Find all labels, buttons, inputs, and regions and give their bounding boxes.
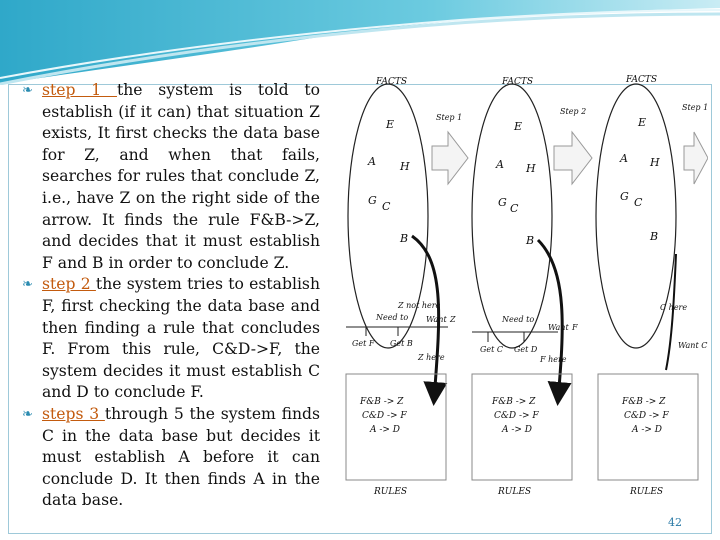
- fact-c: C: [510, 202, 519, 215]
- want-target: Z: [450, 315, 456, 324]
- fact-h: H: [400, 160, 410, 173]
- rules-label: RULES: [630, 487, 664, 497]
- want-label: Want: [548, 323, 569, 332]
- get-b: Get B: [390, 339, 413, 348]
- bullet-steps-3-5: [22, 404, 320, 512]
- rules-label: RULES: [374, 487, 408, 497]
- bullet-step-2: [22, 274, 320, 404]
- step-2-lead: step 2: [42, 275, 96, 294]
- facts-label: FACTS: [626, 75, 658, 85]
- rule-2: C&D -> F: [362, 411, 407, 421]
- c-here: C here: [660, 303, 688, 312]
- steps-3-text: through 5 the system finds C in the data base but decides it must establish A before it can conclude D. It then finds A in the data base.: [42, 404, 320, 510]
- fact-a: A: [620, 152, 628, 165]
- fact-h: H: [650, 156, 660, 169]
- panel-1: [346, 77, 468, 497]
- fact-e: E: [514, 120, 523, 133]
- text-column: [22, 80, 320, 512]
- fact-h: H: [526, 162, 536, 175]
- page-number: 42: [668, 516, 682, 529]
- bullet-step-1: [22, 80, 320, 274]
- fact-b: B: [400, 232, 409, 245]
- want-c: Want C: [678, 341, 708, 350]
- steps-3-lead: steps 3: [42, 404, 105, 423]
- need-to-label: Need to: [376, 313, 409, 322]
- get-c: Get C: [480, 345, 504, 354]
- flow-arrow-icon: [684, 132, 708, 184]
- fact-e: E: [638, 116, 647, 129]
- step-label: Step 1: [436, 113, 463, 122]
- rule-3: A -> D: [370, 425, 401, 435]
- fact-g: G: [498, 196, 507, 209]
- z-not-here: Z not here: [398, 301, 441, 310]
- fact-c: C: [382, 200, 391, 213]
- facts-ellipse: [472, 84, 552, 348]
- bullet-arrow-icon: ❧: [22, 83, 33, 98]
- chain-arrow: [666, 254, 676, 370]
- panel-3: [596, 75, 708, 497]
- rule-2: C&D -> F: [494, 411, 539, 421]
- fact-g: G: [368, 194, 377, 207]
- want-label: Want: [426, 315, 447, 324]
- flow-arrow-icon: [554, 132, 592, 184]
- fact-b: B: [526, 234, 535, 247]
- get-d: Get D: [514, 345, 538, 354]
- flow-arrow-icon: [432, 132, 468, 184]
- rule-3: A -> D: [632, 425, 663, 435]
- z-here: Z here: [418, 353, 445, 362]
- backward-chaining-diagram: [336, 70, 708, 510]
- rule-1: F&B -> Z: [622, 397, 666, 407]
- rule-3: A -> D: [502, 425, 533, 435]
- f-here: F here: [540, 355, 567, 364]
- rule-2: C&D -> F: [624, 411, 669, 421]
- need-to-label: Need to: [502, 315, 535, 324]
- get-f: Get F: [352, 339, 375, 348]
- fact-g: G: [620, 190, 629, 203]
- fact-a: A: [368, 155, 376, 168]
- bullet-arrow-icon: ❧: [22, 277, 33, 293]
- facts-label: FACTS: [376, 77, 408, 87]
- step-label: Step 2: [560, 107, 587, 116]
- step-1-text: the system is told to establish (if it can) that situation Z exists, It first checks the data base for Z, and when that fails, searches for rules that conclude Z, i.e., have Z on the right side of the arrow. It finds the rule F&B->Z, and decides that it must establish F and B in order to conclude Z.: [42, 81, 320, 272]
- step-label: Step 1: [682, 103, 708, 112]
- fact-e: E: [386, 118, 395, 131]
- rule-1: F&B -> Z: [492, 397, 536, 407]
- facts-label: FACTS: [502, 77, 534, 87]
- want-target: F: [572, 323, 578, 332]
- step-1-lead: step 1: [42, 81, 117, 99]
- rules-label: RULES: [498, 487, 532, 497]
- rule-1: F&B -> Z: [360, 397, 404, 407]
- fact-c: C: [634, 196, 643, 209]
- bullet-arrow-icon: ❧: [22, 406, 33, 422]
- panel-2: [472, 77, 592, 497]
- fact-a: A: [496, 158, 504, 171]
- step-2-text: the system tries to establish F, first checking the data base and then finding a rule that concludes F. From this rule, C&D->F, the system decides it must establish C and D to conclude F.: [42, 275, 320, 402]
- fact-b: B: [650, 230, 659, 243]
- chain-arrow: [538, 240, 562, 400]
